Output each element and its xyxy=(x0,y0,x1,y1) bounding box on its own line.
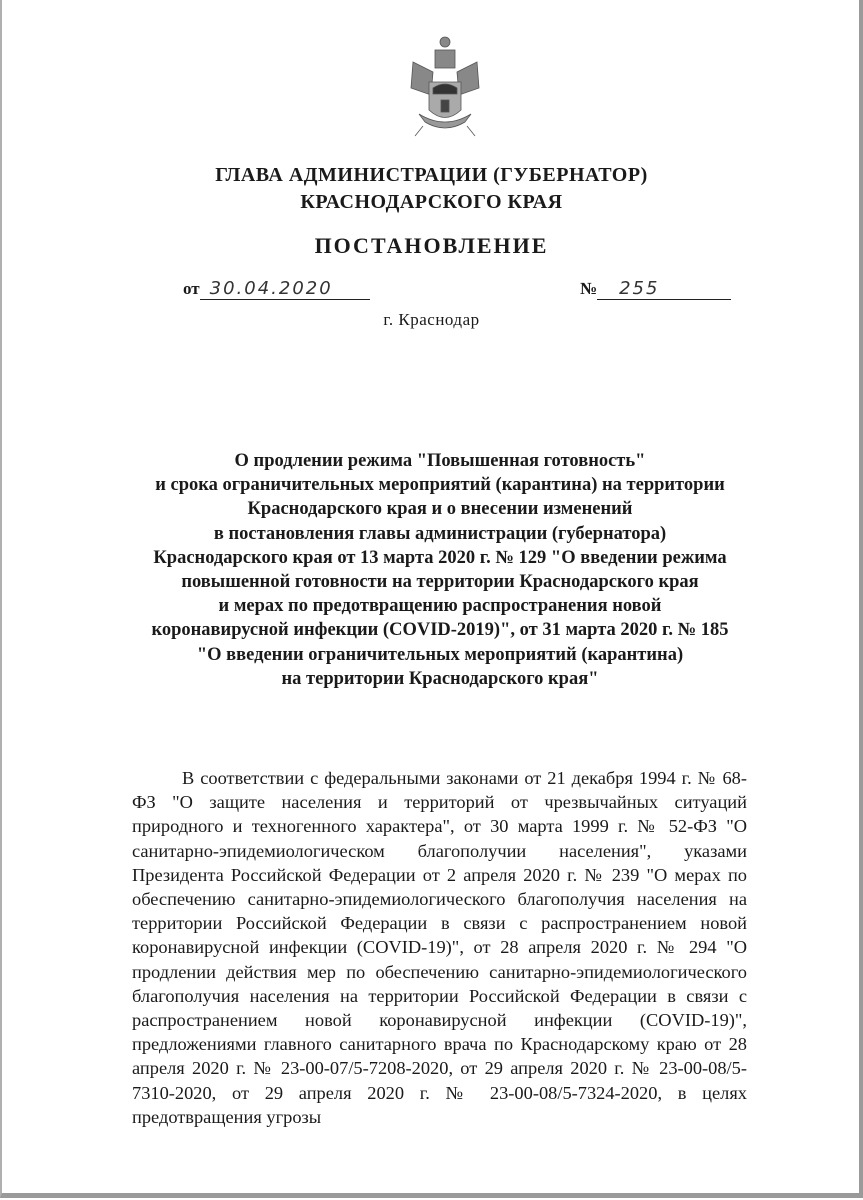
title-line: "О введении ограничительных мероприятий (карантина) xyxy=(196,644,684,665)
authority-line-1: ГЛАВА АДМИНИСТРАЦИИ (ГУБЕРНАТОР) xyxy=(215,164,648,186)
body-paragraph: В соответствии с федеральными законами от 21 декабря 1994 г. № 68-ФЗ "О защите населения и территорий от чрезвычайных ситуаций природного и техногенного характера", от 30 марта 1999 г. № 52-ФЗ "О санитарно-эпидемиологическом благополучии населения", указами Президента Российской Федерации от 2 апреля 2020 г. № 239 "О мерах по обеспечению санитарно-эпидемиологического благополучия населения на территории Российской Федерации в связи с распространением новой коронавирусной инфекции (COVID-19)", от 28 апреля 2020 г. № 294 "О продлении действия мер по обеспечению санитарно-эпидемиологического благополучия населения на территории Российской Федерации в связи с распространением новой коронавирусной инфекции (COVID-19)", предложениями главного санитарного врача по Краснодарскому краю от 28 апреля 2020 г. № 23-00-07/5-7208-2020, от 29 апреля 2020 г. № 23-00-08/5-7310-2020, от 29 апреля 2020 г. № 23-00-08/5-7324-2020, в целях предотвращения угрозы xyxy=(132,768,747,1127)
coat-of-arms-icon xyxy=(405,30,485,140)
title-line: и срока ограничительных мероприятий (карантина) на территории xyxy=(155,475,725,496)
date-field xyxy=(183,278,370,300)
issuing-authority xyxy=(0,162,863,216)
title-line: повышенной готовности на территории Краснодарского края xyxy=(181,572,699,593)
title-line: в постановления главы администрации (губернатора) xyxy=(213,523,667,544)
city: г. Краснодар xyxy=(383,310,480,329)
authority-line-2: КРАСНОДАРСКОГО КРАЯ xyxy=(300,191,563,213)
title-line: и мерах по предотвращению распространения новой xyxy=(218,596,662,617)
resolution-title xyxy=(120,449,760,691)
title-line: Краснодарского края и о внесении изменений xyxy=(247,499,633,520)
title-line: О продлении режима "Повышенная готовность" xyxy=(234,451,646,471)
title-line: на территории Краснодарского края" xyxy=(281,668,599,689)
handwritten-date: 30.04.2020 xyxy=(200,278,370,300)
handwritten-number: 255 xyxy=(597,278,731,300)
body-text xyxy=(132,766,747,1129)
title-line: Краснодарского края от 13 марта 2020 г. № 129 "О введении режима xyxy=(153,547,727,568)
document-type: ПОСТАНОВЛЕНИЕ xyxy=(314,233,549,258)
date-prefix: от xyxy=(183,279,200,298)
number-field xyxy=(580,278,731,300)
title-line: коронавирусной инфекции (COVID-2019)", от 31 марта 2020 г. № 185 xyxy=(151,620,729,641)
number-prefix: № xyxy=(580,279,598,298)
